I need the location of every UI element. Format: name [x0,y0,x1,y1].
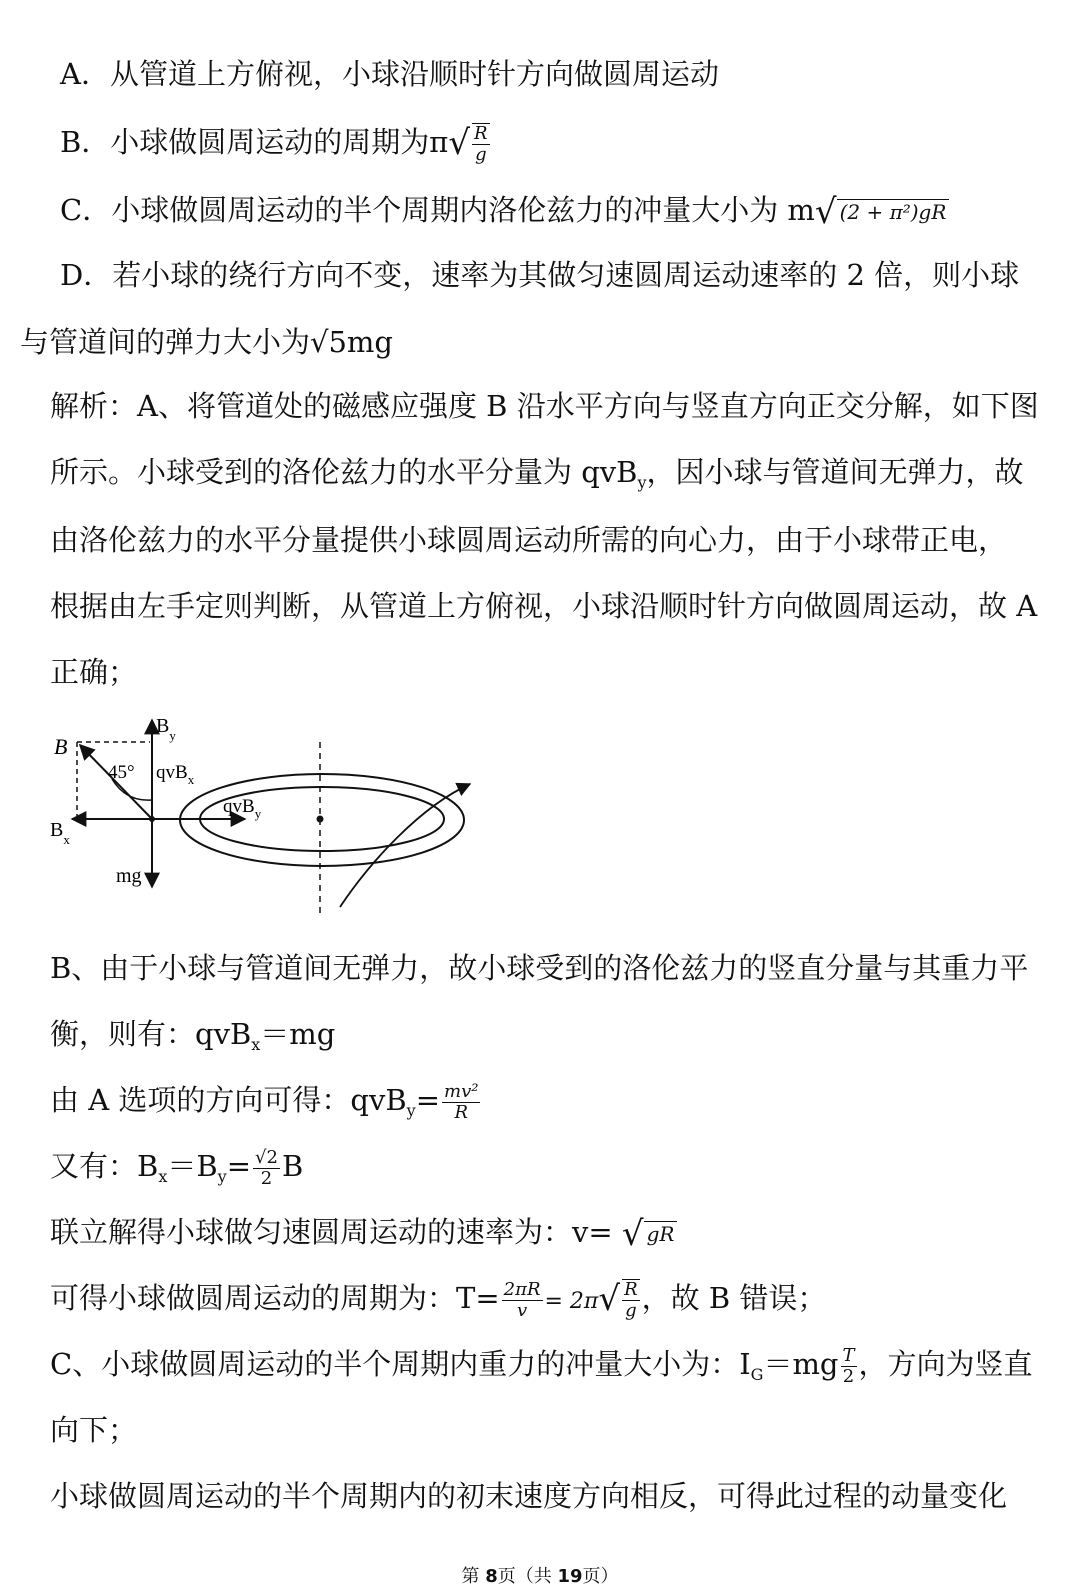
label-qvbx: qvB$_x$ [156,762,195,787]
analysis-b-line5: 联立解得小球做匀速圆周运动的速率为：v= √ gR [50,1212,677,1254]
frac-t-2: $\frac{T}{2}$ [842,1344,855,1387]
label-mg: mg [116,865,142,887]
option-b-sqrt: √ $\frac{R}{g}$ [448,122,488,166]
center-dot [317,816,324,823]
analysis-b-line1: B、由于小球与管道间无弹力，故小球受到的洛伦兹力的竖直分量与其重力平 [50,951,1029,985]
option-b [60,122,492,165]
label-by: $B_y$ [156,715,176,743]
force-diagram [40,712,490,922]
analysis-a-line3: 由洛伦兹力的水平分量提供小球圆周运动所需的向心力，由于小球带正电， [50,523,1008,557]
analysis-b-line6: 可得小球做圆周运动的周期为：T= $\frac{2\pi R}{v}$ = 2π√ $\frac{R}{g}$ ，故 B 错误； [50,1278,827,1322]
analysis-b-line4: 又有：$B_x=B_y=$ $\frac{√2}{2}$ B [50,1146,304,1189]
trajectory-curve [340,784,470,907]
label-qvby: qvB$_y$ [223,796,262,821]
analysis-c-line2: 向下； [50,1413,138,1447]
ball [149,816,155,822]
label-b: B [54,734,68,759]
option-d-line2: 与管道间的弹力大小为√5mg [20,325,393,359]
frac-2pir-v: $\frac{2\pi R}{v}$ [503,1278,541,1321]
analysis-c-line1: C、小球做圆周运动的半个周期内重力的冲量大小为：$I_G=mg$ $\frac{T}{2}$ ，方向为竖直 [50,1344,1033,1387]
frac-sqrt2-2: $\frac{√2}{2}$ [255,1146,278,1189]
option-b-text: B．小球做圆周运动的周期为π [60,125,449,159]
option-a: A．从管道上方俯视，小球沿顺时针方向做圆周运动 [60,57,719,91]
option-c-text: C．小球做圆周运动的半个周期内洛伦兹力的冲量大小为 m [60,193,815,227]
page-footer: 第 8页（共 19页） [461,1566,619,1587]
option-c [60,190,949,232]
analysis-a-line5: 正确； [50,655,138,689]
sqrt-r-g: √ $\frac{R}{g}$ [598,1278,638,1322]
frac-mv2-r: $\frac{\text{mv²}}{R}$ [444,1080,479,1123]
analysis-a-line2: 所示。小球受到的洛伦兹力的水平分量为 qvB$_y$，因小球与管道间无弹力，故 [50,455,1024,492]
analysis-b-line2: 衡，则有：qvB$_x$＝mg [50,1017,336,1054]
analysis-a-line1: 解析：A、将管道处的磁感应强度 B 沿水平方向与竖直方向正交分解，如下图 [50,389,1039,423]
page-number: 8 [485,1566,498,1587]
label-bx: $B_x$ [50,819,70,847]
option-c-sqrt: √ (2 + π²)gR [815,192,950,232]
analysis-a-line4: 根据由左手定则判断，从管道上方俯视，小球沿顺时针方向做圆周运动，故 A [50,589,1038,623]
sqrt-gr: √ gR [622,1214,678,1254]
analysis-b-line3: 由 A 选项的方向可得：qvB$_y$= $\frac{\text{mv²}}{R}$ [50,1080,479,1123]
label-angle: 45° [108,762,135,783]
analysis-c-line3: 小球做圆周运动的半个周期内的初末速度方向相反，可得此过程的动量变化 [50,1479,1008,1513]
option-d-line1: D．若小球的绕行方向不变，速率为其做匀速圆周运动速率的 2 倍，则小球 [60,258,1020,292]
page-total: 19 [557,1566,583,1587]
